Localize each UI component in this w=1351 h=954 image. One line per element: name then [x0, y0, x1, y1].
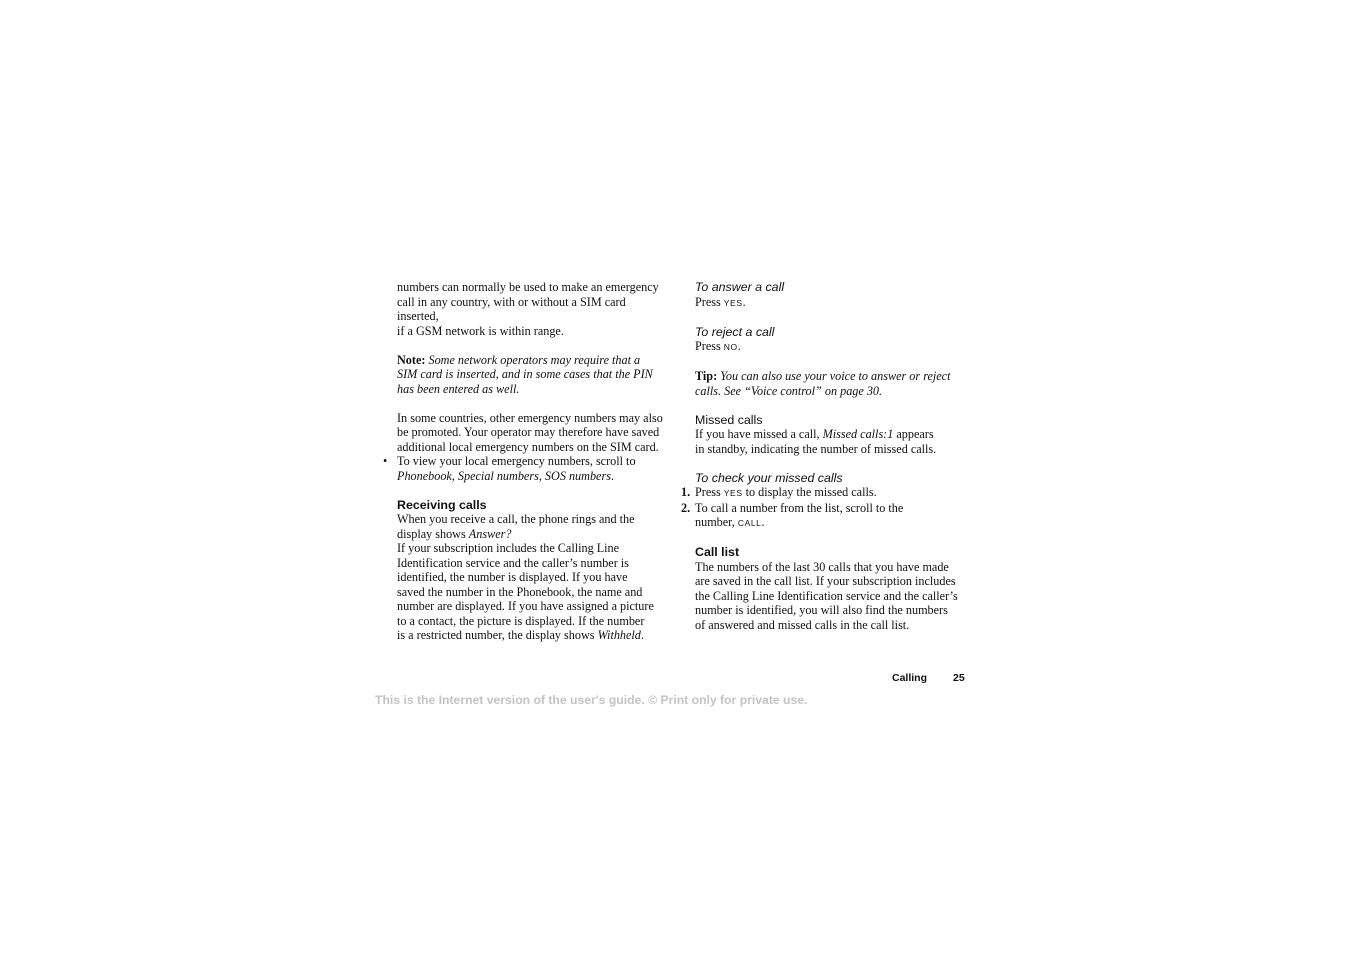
watermark-notice: This is the Internet version of the user's guide. © Print only for private use.: [375, 693, 808, 707]
subscription-line: Identification service and the caller’s number is: [397, 555, 629, 570]
right-column: [681, 280, 967, 632]
subscription-line: to a contact, the picture is displayed. If the number: [397, 613, 645, 628]
countries-line: be promoted. Your operator may therefore have saved: [397, 425, 660, 439]
note-label: Note:: [397, 352, 426, 367]
step-number: 1.: [681, 485, 691, 499]
reject-call-heading: To reject a call: [695, 324, 775, 339]
no-key: NO: [723, 342, 738, 352]
reject-instruction: Press NO.: [695, 339, 741, 353]
call-list-line: of answered and missed calls in the call list.: [695, 617, 910, 632]
intro-line: if a GSM network is within range.: [397, 323, 564, 338]
bullet-item: • To view your local emergency numbers, scroll to Phonebook, Special numbers, SOS numbers.: [383, 454, 636, 483]
call-list-line: The numbers of the last 30 calls that you have made: [695, 559, 949, 574]
bullet-mark: •: [383, 454, 388, 468]
missed-calls-heading: Missed calls: [695, 412, 763, 427]
yes-key: YES: [723, 488, 743, 498]
missed-line: in standby, indicating the number of missed calls.: [695, 441, 937, 456]
intro-line: numbers can normally be used to make an emergency: [397, 280, 659, 294]
tip-line: calls. See “Voice control” on page 30.: [695, 383, 883, 398]
call-key: CALL: [737, 518, 762, 528]
call-list-line: number is identified, you will also find the numbers: [695, 603, 948, 617]
call-list-heading: Call list: [695, 545, 740, 559]
intro-line: call in any country, with or without a SIM card inserted,: [397, 294, 626, 323]
page-number: 25: [953, 672, 965, 684]
tip-line: Tip: You can also use your voice to answer or reject: [695, 369, 951, 383]
receiving-calls-heading: Receiving calls: [397, 497, 487, 512]
note-line: has been entered as well.: [397, 381, 520, 396]
answer-call-heading: To answer a call: [695, 280, 785, 294]
step-number: 2.: [681, 500, 691, 515]
countries-line: additional local emergency numbers on the SIM card.: [397, 439, 659, 454]
call-list-line: are saved in the call list. If your subscription includes: [695, 574, 956, 588]
answer-instruction: Press YES.: [695, 294, 746, 309]
check-missed-heading: To check your missed calls: [695, 470, 843, 485]
receiving-line: When you receive a call, the phone rings and the: [397, 512, 635, 526]
subscription-line: saved the number in the Phonebook, the name and: [397, 584, 643, 599]
countries-line: In some countries, other emergency numbers may also: [397, 410, 663, 425]
note-line: SIM card is inserted, and in some cases that the PIN: [397, 367, 653, 381]
step-item: 2. To call a number from the list, scroll to the number, CALL.: [681, 500, 904, 529]
tip-label: Tip:: [695, 369, 718, 383]
subscription-line: If your subscription includes the Calling Line: [397, 541, 620, 555]
yes-key: YES: [723, 297, 743, 308]
subscription-line: number are displayed. If you have assigned a picture: [397, 599, 654, 613]
missed-line: If you have missed a call, Missed calls:1 appears: [695, 427, 934, 441]
footer-section-name: Calling: [892, 672, 928, 684]
call-list-line: the Calling Line Identification service and the caller’s: [695, 588, 958, 603]
subscription-line: is a restricted number, the display shows Withheld.: [397, 628, 644, 642]
left-column: [383, 280, 669, 643]
subscription-line: identified, the number is displayed. If you have: [397, 570, 628, 584]
receiving-line: display shows Answer?: [397, 526, 512, 541]
note-line: Note: Some network operators may require that a: [397, 352, 641, 367]
step-item: 1. Press YES to display the missed calls.: [681, 485, 877, 499]
